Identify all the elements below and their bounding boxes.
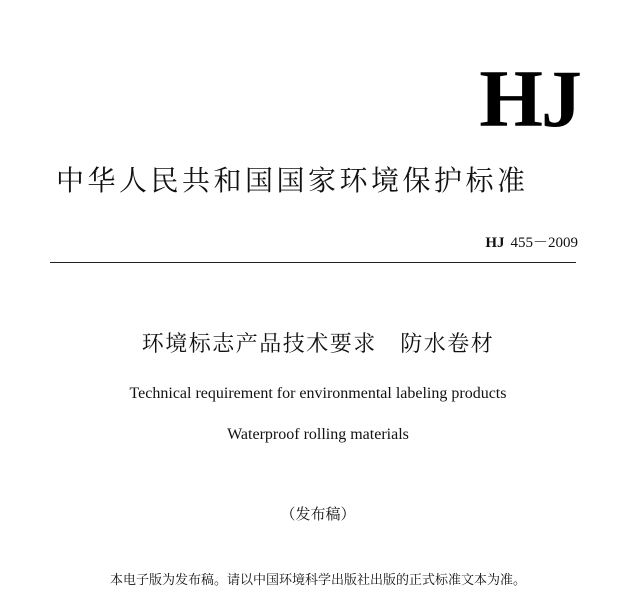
document-title-en-line1: Technical requirement for environmental labeling products xyxy=(129,385,507,402)
hj-logo: HJ xyxy=(479,53,580,144)
standard-prefix: HJ xyxy=(485,235,505,251)
footer-notice: 本电子版为发布稿。请以中国环境科学出版社出版的正式标准文本为准。 xyxy=(109,573,526,588)
draft-status-label: （发布稿） xyxy=(280,505,356,523)
standard-number: 455－2009 xyxy=(510,235,578,251)
agency-title: 中华人民共和国国家环境保护标准 xyxy=(56,164,529,197)
document-title-en-line2: Waterproof rolling materials xyxy=(227,426,409,443)
header-divider xyxy=(50,262,576,263)
standard-code xyxy=(485,234,578,252)
document-title-zh: 环境标志产品技术要求 防水卷材 xyxy=(141,332,495,357)
